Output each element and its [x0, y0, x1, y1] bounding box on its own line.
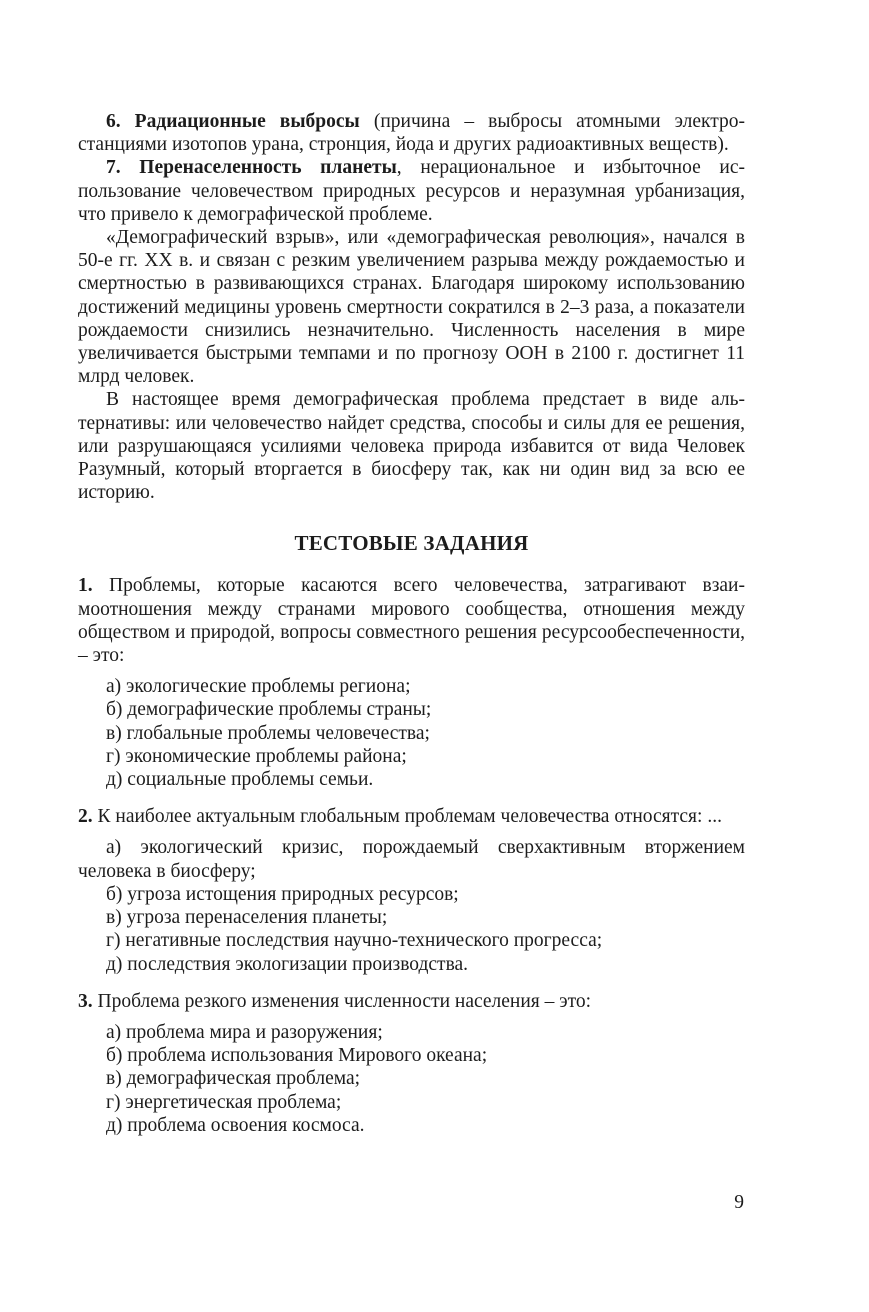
answer-options	[78, 836, 745, 975]
answer-option: а) экологический кризис, порождаемый сверхактивным вторжением человека в биосферу;	[78, 837, 745, 882]
answer-option: д) проблема освоения космоса.	[106, 1114, 365, 1136]
page-number: 9	[734, 1192, 744, 1213]
item-7-title: 7. Перенаселенность планеты	[106, 157, 397, 179]
answer-option: в) угроза перенаселения планеты;	[106, 907, 388, 929]
answer-options	[78, 675, 745, 791]
question-1	[78, 574, 745, 791]
question-number: 2.	[78, 806, 93, 828]
paragraph-item-7	[78, 156, 745, 226]
answer-option: а) проблема мира и разоружения;	[106, 1021, 383, 1043]
answer-options	[78, 1021, 745, 1137]
paragraph-item-6	[78, 110, 745, 156]
paragraph-present-time: В настоящее время демографическая проблема предстает в виде альтернативы: или человечество найдет средства, способы и силы для ее решения, или разрушающаяся усилиями человека природа избавится от вида Человек Разумный, который вторгается в биосферу так, как ни один вид за всю ее историю.	[78, 389, 745, 504]
item-7-text: , нерациональное и избыточное использование человечеством природных ресурсов и неразумная урбанизация, что привело к демографической проблеме.	[78, 157, 745, 225]
question-2	[78, 805, 745, 975]
answer-option: б) угроза истощения природных ресурсов;	[106, 883, 459, 905]
question-body: Проблема резкого изменения численности населения – это:	[92, 990, 592, 1012]
item-6-title: 6. Радиационные выбросы	[106, 111, 360, 132]
answer-option: в) глобальные проблемы человечества;	[106, 722, 430, 744]
question-body: Проблемы, которые касаются всего человечества, затрагивают взаимоотношения между странами мирового сообщества, отношения между обществом и природой, вопросы совместного решения ресурсообеспеченности, – это:	[78, 575, 745, 667]
answer-option: д) социальные проблемы семьи.	[106, 769, 374, 791]
answer-option: г) негативные последствия научно-технического прогресса;	[106, 930, 603, 952]
paragraph-demographic-boom: «Демографический взрыв», или «демографическая революция», начался в 50-е гг. XX в. и связан с резким увеличением разрыва между рождаемостью и смертностью в развивающихся странах. Благодаря широкому использованию достижений медицины уровень смертности сократился в 2–3 раза, а показатели рождаемости снизились незначительно. Численность населения в мире увеличивается быстрыми темпами и по прогнозу ООН в 2100 г. достигнет 11 млрд человек.	[78, 227, 745, 388]
answer-option: а) экологические проблемы региона;	[106, 676, 411, 698]
page-content	[78, 110, 745, 1137]
question-text	[78, 805, 745, 828]
question-text	[78, 574, 745, 667]
answer-option: б) демографические проблемы страны;	[106, 699, 432, 721]
section-heading-tests: ТЕСТОВЫЕ ЗАДАНИЯ	[294, 531, 529, 556]
answer-option: д) последствия экологизации производства.	[106, 953, 469, 975]
answer-option: б) проблема использования Мирового океана;	[106, 1045, 488, 1067]
question-3	[78, 990, 745, 1137]
question-body: К наиболее актуальным глобальным проблемам человечества относятся: ...	[92, 806, 722, 828]
question-number: 1.	[78, 575, 93, 597]
question-number: 3.	[78, 990, 93, 1012]
question-text	[78, 990, 745, 1013]
answer-option: г) энергетическая проблема;	[106, 1091, 342, 1113]
item-6-text: (причина – выбросы атомными электростанциями изотопов урана, стронция, йода и других радиоактивных веществ).	[78, 111, 745, 156]
answer-option: в) демографическая проблема;	[106, 1068, 361, 1090]
answer-option: г) экономические проблемы района;	[106, 745, 407, 767]
